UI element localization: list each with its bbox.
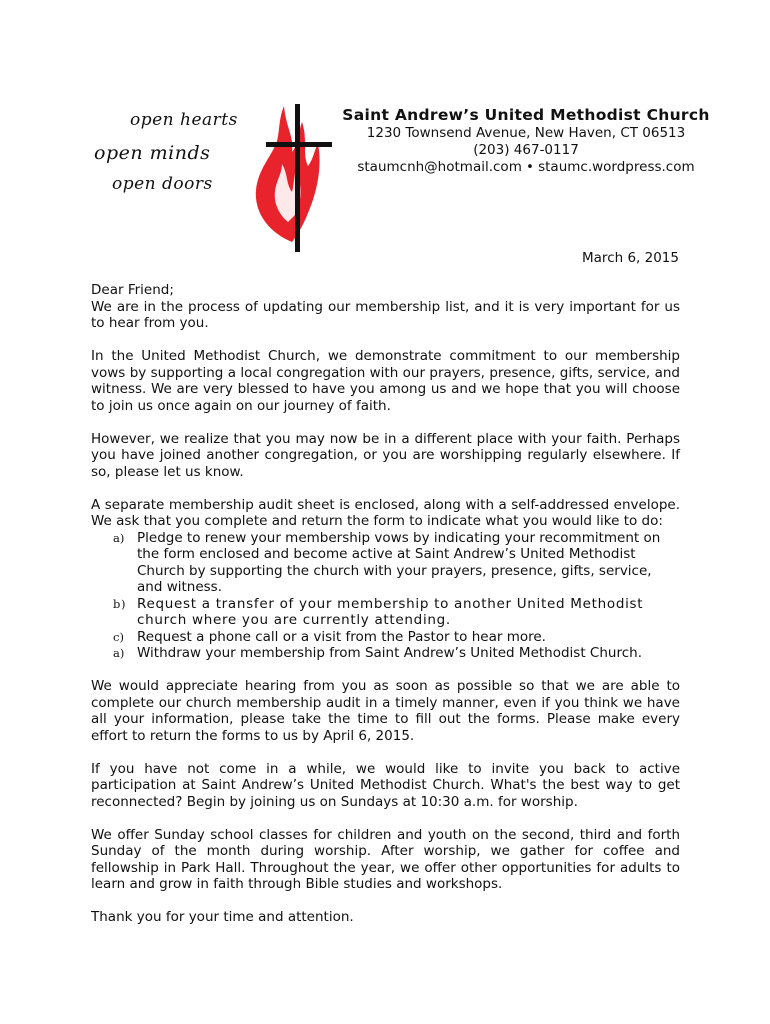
tagline-open-minds: open minds [94, 142, 211, 164]
list-item [113, 629, 680, 646]
closing: Thank you for your time and attention. [91, 909, 354, 925]
church-website: staumc.wordpress.com [538, 159, 695, 175]
list-marker: b) [113, 596, 127, 611]
cross-vertical [295, 104, 300, 252]
list-item-text: Request a transfer of your membership to another United Methodist church where you are currently attending. [137, 595, 644, 628]
paragraph-3: However, we realize that you may now be in a different place with your faith. Perhaps you have joined another congregation, or you are worshipping regularly elsewhere. If so, please let us know. [91, 430, 680, 480]
paragraph-6: If you have not come in a while, we would like to invite you back to active participation at Saint Andrew’s United Methodist Church. What's the best way to get reconnected? Begin by joining us on Sundays at 10:30 a.m. for worship. [91, 760, 680, 810]
list-item [113, 596, 680, 629]
paragraph-1: We are in the process of updating our membership list, and it is very important for us to hear from you. [91, 298, 680, 331]
list-item-text: Request a phone call or a visit from the Pastor to hear more. [137, 628, 546, 645]
salutation: Dear Friend; [91, 282, 174, 298]
paragraph-7: We offer Sunday school classes for children and youth on the second, third and forth Sunday of the month during worship. After worship, we gather for coffee and fellowship in Park Hall. Throughout the year, we offer other opportunities for adults to learn and grow in faith through Bible studies and workshops. [91, 826, 680, 892]
paragraph-5: We would appreciate hearing from you as soon as possible so that we are able to complete our church membership audit in a timely manner, even if you think we have all your information, please take the time to fill out the forms. Please make every effort to return the forms to us by April 6, 2015. [91, 678, 680, 744]
list-item-text: Pledge to renew your membership vows by indicating your recommitment on the form enclosed and become active at Saint Andrew’s United Methodist Church by supporting the church with your prayers, presence, gifts, service, and witness. [137, 529, 661, 595]
tagline-open-hearts: open hearts [130, 110, 238, 130]
church-name: Saint Andrew’s United Methodist Church [342, 106, 710, 124]
paragraph-2: In the United Methodist Church, we demonstrate commitment to our membership vows by supporting a local congregation with our prayers, presence, gifts, service, and witness. We are very blessed to have you among us and we hope that you will choose to join us once again on our journey of faith. [91, 348, 680, 414]
paragraph-4: A separate membership audit sheet is enclosed, along with a self-addressed envelope. We ask that you complete and return the form to indicate what you would like to do: [91, 496, 680, 529]
church-phone: (203) 467-0117 [473, 142, 579, 158]
tagline-open-doors: open doors [112, 174, 213, 194]
church-email: staumcnh@hotmail.com [357, 159, 522, 175]
list-marker: c) [113, 629, 124, 644]
options-list [91, 530, 680, 662]
church-contact [340, 159, 712, 176]
list-marker: a) [113, 646, 125, 660]
cross-horizontal [266, 142, 332, 147]
list-marker: a) [113, 530, 125, 545]
church-address: 1230 Townsend Avenue, New Haven, CT 06513 [366, 125, 686, 141]
church-header [340, 106, 712, 176]
list-item [113, 530, 680, 596]
letter-date: March 6, 2015 [582, 250, 679, 266]
cross-and-flame-icon [248, 92, 338, 252]
bullet-separator: • [526, 160, 534, 175]
list-item [113, 645, 680, 662]
letter-body [91, 282, 680, 942]
list-item-text: Withdraw your membership from Saint Andrew’s United Methodist Church. [137, 645, 642, 661]
